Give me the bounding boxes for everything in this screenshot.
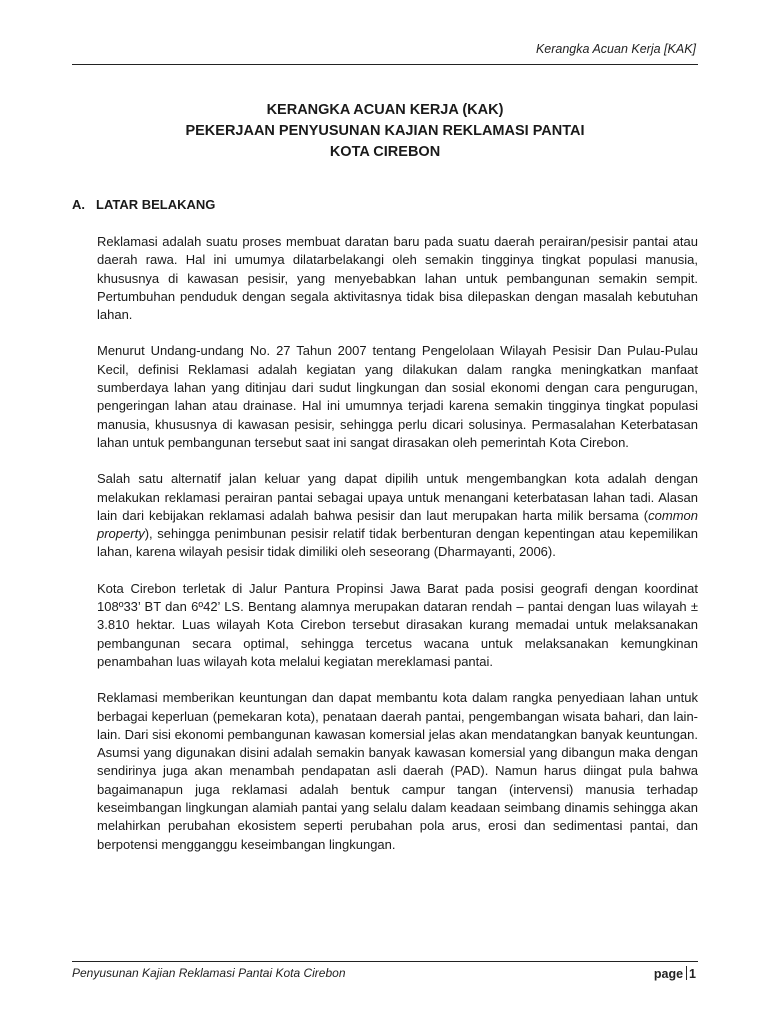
paragraph-3-text-b: ), sehingga penimbunan pesisir relatif tidak berbenturan dengan kepentingan atau kepemilikan lahan, karena wilayah pesisir tidak dimiliki oleh seseorang (Dharmayanti, 2006). <box>97 526 698 560</box>
section-heading <box>72 197 215 212</box>
paragraph-3-text-a: Salah satu alternatif jalan keluar yang dapat dipilih untuk mengembangkan kota adalah dengan melakukan reklamasi perairan pantai sebagai upaya untuk menangani keterbatasan lahan tadi. Alasan lain dari kebijakan reklamasi adalah bahwa pesisir dan laut merupakan harta milik bersama ( <box>97 471 698 523</box>
paragraph-3 <box>97 470 698 561</box>
title-line-3: KOTA CIREBON <box>329 144 441 160</box>
footer-title: Penyusunan Kajian Reklamasi Pantai Kota Cirebon <box>72 966 346 980</box>
title-line-1: KERANGKA ACUAN KERJA (KAK) <box>266 102 504 118</box>
title-line-2: PEKERJAAN PENYUSUNAN KAJIAN REKLAMASI PANTAI <box>185 123 585 139</box>
paragraph-5: Reklamasi memberikan keuntungan dan dapat membantu kota dalam rangka penyediaan lahan untuk berbagai keperluan (pemekaran kota), penataan daerah pantai, pengembangan wisata bahari, dan lain-lain. Dari sisi ekonomi pembangunan kawasan komersial jelas akan mendatangkan banyak keuntungan. Asumsi yang digunakan disini adalah semakin banyak kawasan komersial yang dibangun maka dengan sendirinya juga akan menambah pendapatan asli daerah (PAD). Namun harus diingat pula bahwa bagaimanapun juga reklamasi adalah bentuk campur tangan (intervensi) manusia terhadap keseimbangan lingkungan alamiah pantai yang selalu dalam keadaan seimbang dinamis sehingga akan melahirkan perubahan ekosistem seperti perubahan pola arus, erosi dan sedimentasi pantai, dan berpotensi mengganggu keseimbangan lingkungan. <box>97 690 698 852</box>
section-title: LATAR BELAKANG <box>96 197 216 212</box>
body-content <box>97 233 698 872</box>
paragraph-1: Reklamasi adalah suatu proses membuat daratan baru pada suatu daerah perairan/pesisir pantai atau daerah rawa. Hal ini umumya dilatarbelakangi oleh semakin tingginya tingkat populasi manusia, khususnya di kawasan pesisir, yang menyebabkan lahan untuk pembangunan semakin sempit. Pertumbuhan penduduk dengan segala aktivitasnya tidak bisa dilepaskan dengan masalah kebutuhan lahan. <box>97 234 698 323</box>
page-indicator <box>654 966 696 981</box>
paragraph-3-italic-term: common property <box>97 507 698 542</box>
paragraph-2: Menurut Undang-undang No. 27 Tahun 2007 tentang Pengelolaan Wilayah Pesisir Dan Pulau-Pulau Kecil, definisi Reklamasi adalah kegiatan yang dilakukan dalam rangka meningkatkan manfaat sumberdaya lahan yang ditinjau dari sudut lingkungan dan sosial ekonomi dengan cara pengurugan, pengeringan lahan atau drainase. Hal ini umumnya terjadi karena semakin tingginya tingkat populasi manusia, khususnya di kawasan pesisir, sehingga perlu dicari solusinya. Permasalahan Keterbatasan lahan untuk pembangunan tersebut saat ini sangat dirasakan oleh pemerintah Kota Cirebon. <box>97 343 698 450</box>
page-label: page <box>653 967 684 981</box>
footer-rule <box>72 961 698 962</box>
page-number: 1 <box>689 967 696 981</box>
header-rule <box>72 64 698 65</box>
header-note: Kerangka Acuan Kerja [KAK] <box>535 42 696 56</box>
page-separator <box>686 966 687 980</box>
paragraph-4: Kota Cirebon terletak di Jalur Pantura Propinsi Jawa Barat pada posisi geografi dengan koordinat 108º33’ BT dan 6º42’ LS. Bentang alamnya merupakan dataran rendah – pantai dengan luas wilayah ± 3.810 hektar. Luas wilayah Kota Cirebon tersebut dirasakan kurang memadai untuk melaksanakan pembangunan secara optimal, sehingga tercetus wacana untuk melaksanakan kemungkinan penambahan luas wilayah kota melalui kegiatan mereklamasi pantai. <box>97 580 698 669</box>
document-title <box>72 100 698 163</box>
section-number: A. <box>72 197 85 212</box>
